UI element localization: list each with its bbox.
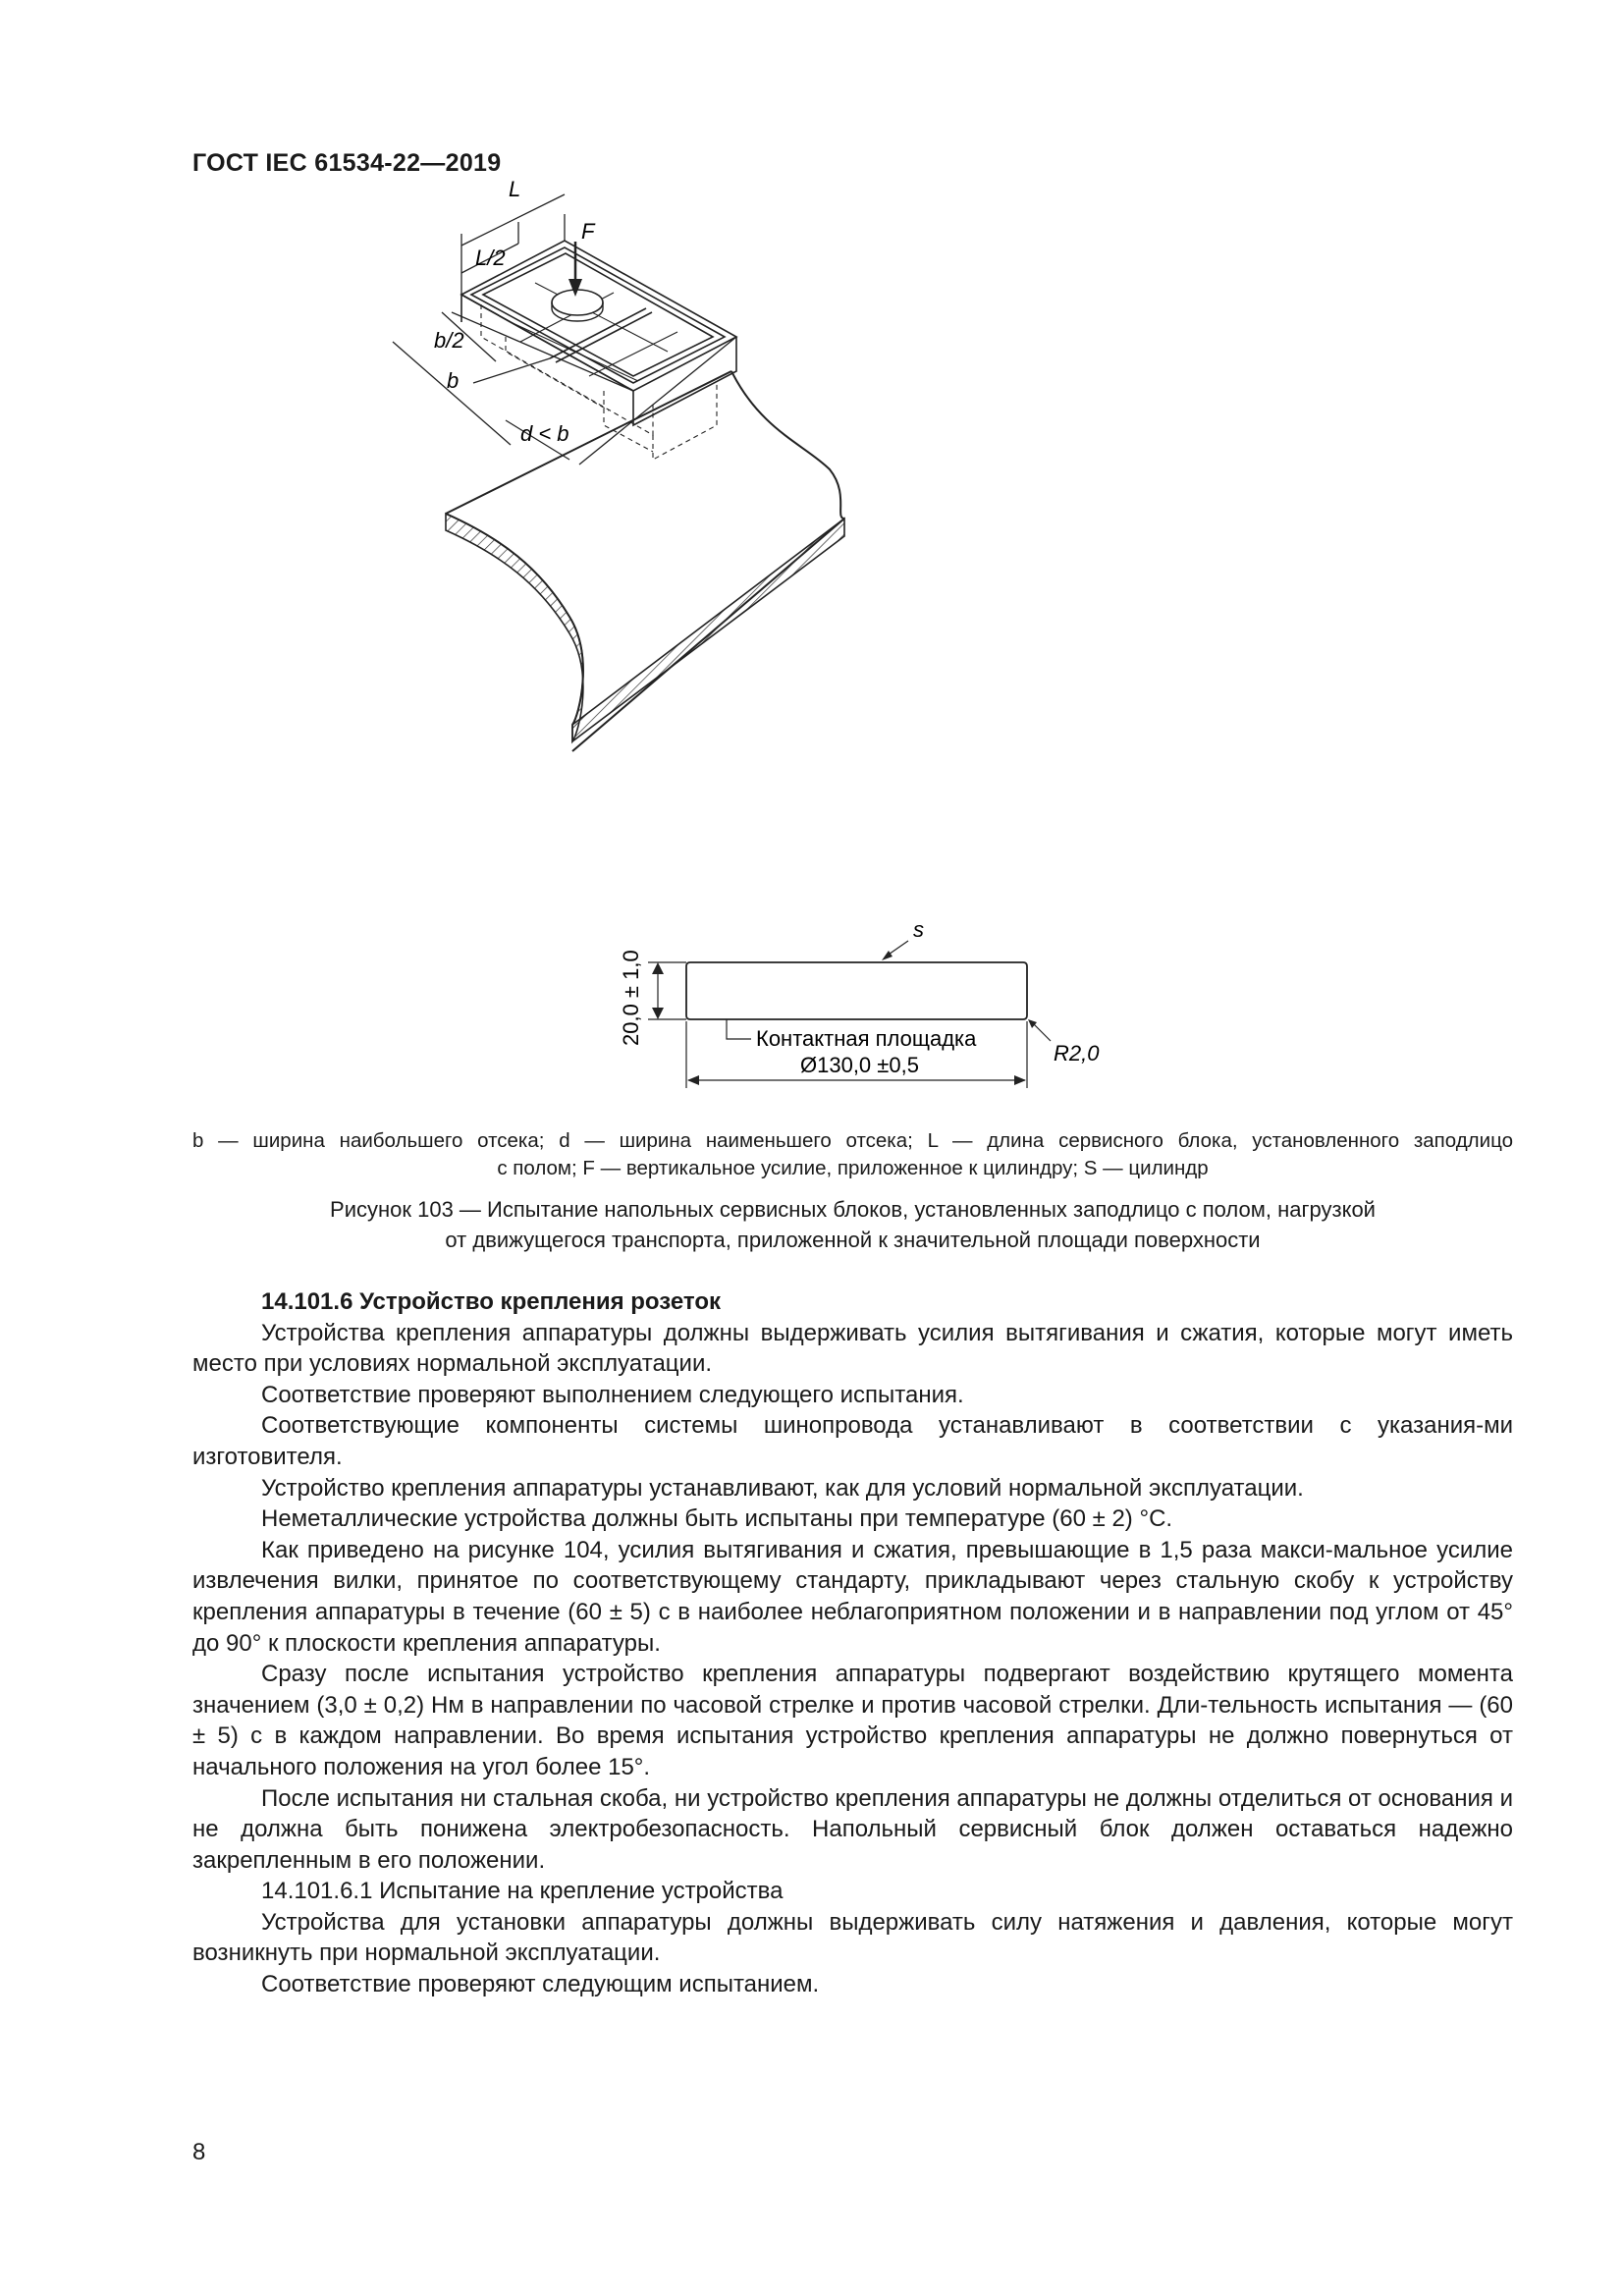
label-b-half: b/2 <box>434 328 464 353</box>
radius-label: R2,0 <box>1054 1041 1100 1066</box>
paragraph: Устройство крепления аппаратуры устанавливают, как для условий нормальной эксплуатации. <box>261 1474 1304 1502</box>
figure-legend <box>192 1127 1513 1182</box>
cylinder-profile <box>686 962 1027 1019</box>
paragraph: Устройства для установки аппаратуры должны выдерживать силу натяжения и давления, которые могут возникнуть при нормальной эксплуатации. <box>192 1908 1513 1967</box>
contact-area-label: Контактная площадка <box>756 1026 977 1051</box>
label-L: L <box>509 177 521 201</box>
legend-line-2: с полом; F — вертикальное усилие, приложенное к цилиндру; S — цилиндр <box>497 1157 1209 1179</box>
subsection-heading: 14.101.6.1 Испытание на крепление устройства <box>261 1878 784 1905</box>
figure-caption <box>192 1194 1513 1255</box>
section-heading: 14.101.6 Устройство крепления розеток <box>261 1288 722 1315</box>
label-d-lt-b: d < b <box>520 421 569 446</box>
paragraph: Соответствие проверяют выполнением следующего испытания. <box>261 1381 964 1408</box>
caption-line-2: от движущегося транспорта, приложенной к значительной площади поверхности <box>445 1228 1261 1252</box>
legend-line-1: b — ширина наибольшего отсека; d — ширина наименьшего отсека; L — длина сервисного блока, установленного заподлицо <box>192 1129 1513 1152</box>
page-number: 8 <box>192 2139 206 2165</box>
paragraph: Неметаллические устройства должны быть испытаны при температуре (60 ± 2) °С. <box>261 1505 1173 1533</box>
figure-cylinder-section <box>589 894 1139 1090</box>
paragraph: Как приведено на рисунке 104, усилия вытягивания и сжатия, превышающие в 1,5 раза макси-мальное усилие извлечения вилки, принятое по соответствующему стандарту, прикладывают через стальную скобу к устройству крепления аппаратуры в течение (60 ± 5) с в наиболее неблагоприятном положении и в направлении под углом от 45° до 90° к плоскости крепления аппаратуры. <box>192 1536 1513 1657</box>
paragraph: Соответствие проверяют следующим испытанием. <box>261 1971 820 1998</box>
paragraph: Сразу после испытания устройство крепления аппаратуры подвергают воздействию крутящего момента значением (3,0 ± 0,2) Нм в направлении по часовой стрелке и против часовой стрелки. Дли-тельность испытания — (60 ± 5) с в каждом направлении. Во время испытания устройство крепления аппаратуры не должно повернуться от начального положения на угол более 15°. <box>192 1661 1513 1780</box>
paragraph: После испытания ни стальная скоба, ни устройство крепления аппаратуры не должны отделиться от основания и не должна быть понижена электробезопасность. Напольный сервисный блок должен оставаться надежно закрепленным в его положении. <box>192 1784 1513 1874</box>
caption-line-1: Рисунок 103 — Испытание напольных сервисных блоков, установленных заподлицо с полом, нагрузкой <box>330 1197 1376 1222</box>
label-s: s <box>913 917 924 942</box>
paragraph: Соответствующие компоненты системы шинопровода устанавливают в соответствии с указания-ми изготовителя. <box>192 1412 1513 1470</box>
label-b: b <box>447 368 460 393</box>
paragraph: Устройства крепления аппаратуры должны выдерживать усилия вытягивания и сжатия, которые могут иметь место при условиях нормальной эксплуатации. <box>192 1319 1513 1378</box>
label-L-half: L/2 <box>475 246 506 270</box>
height-dimension: 20,0 ± 1,0 <box>619 950 643 1046</box>
label-F: F <box>581 219 595 244</box>
test-cylinder <box>552 290 603 315</box>
diameter-label: Ø130,0 ±0,5 <box>800 1053 919 1077</box>
section-body <box>192 1286 1513 2000</box>
document-header: ГОСТ IEC 61534-22—2019 <box>192 149 502 177</box>
figure-floor-service-box <box>432 177 1276 833</box>
